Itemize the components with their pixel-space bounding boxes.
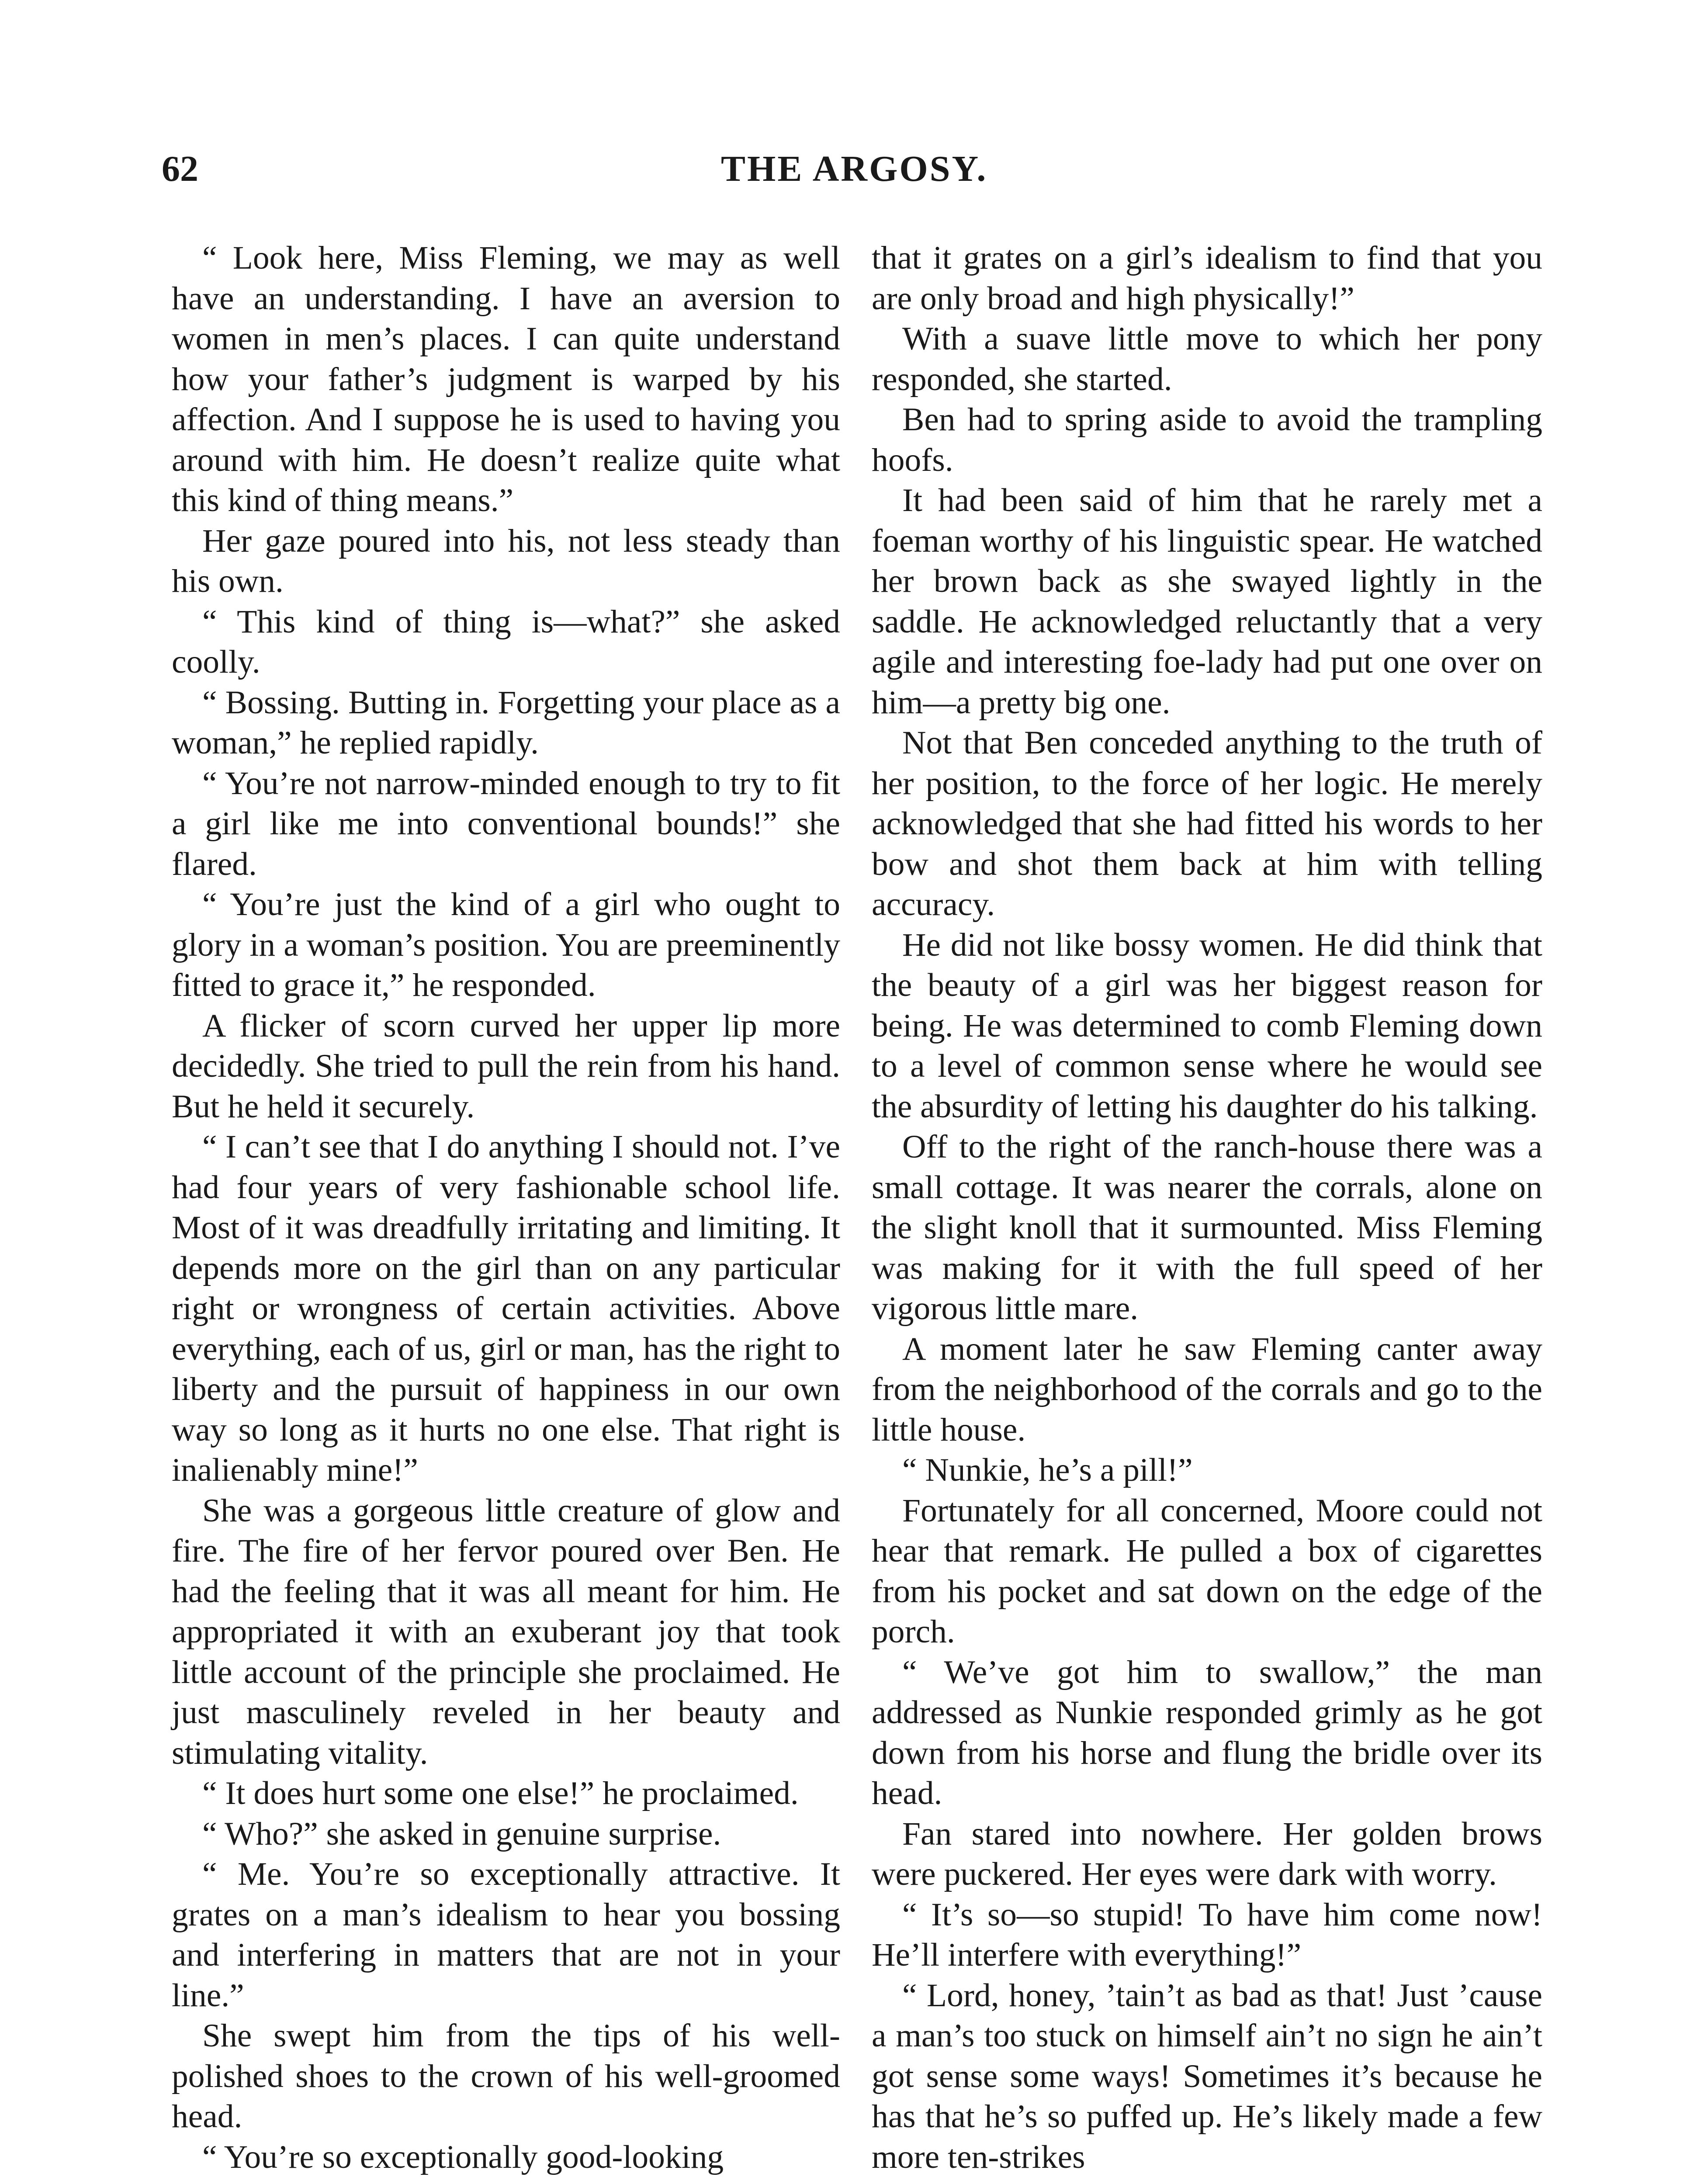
paragraph: “ Look here, Miss Fleming, we may as well have an understanding. I have an aversion to women in men’s places. I can quite understand how your father’s judgment is warped by his affection. And I suppose he is used to having you around with him. He doesn’t realize quite what this kind of thing means.” (172, 240, 840, 518)
paragraph: “ Who?” she asked in genuine surprise. (202, 1815, 721, 1852)
paragraph: Ben had to spring aside to avoid the trampling hoofs. (872, 401, 1542, 478)
paragraph: With a suave little move to which her pony responded, she started. (872, 321, 1542, 397)
paragraph: Her gaze poured into his, not less steady than his own. (172, 522, 840, 599)
paragraph: “ This kind of thing is—what?” she asked coolly. (172, 603, 840, 680)
paragraph: A moment later he saw Fleming canter away from the neighborhood of the corrals and go to the little house. (872, 1330, 1542, 1448)
right-column (872, 238, 1542, 2177)
paragraph: “ Nunkie, he’s a pill!” (902, 1452, 1193, 1488)
paragraph: “ You’re just the kind of a girl who ought to glory in a woman’s position. You are preeminently fitted to grace it,” he responded. (172, 886, 840, 1003)
paragraph: A flicker of scorn curved her upper lip more decidedly. She tried to pull the rein from his hand. But he held it securely. (172, 1007, 840, 1125)
paragraph: “ You’re so exceptionally good-looking (202, 2139, 724, 2175)
paragraph: “ You’re not narrow-minded enough to try to fit a girl like me into conventional bounds!” she flared. (172, 765, 840, 882)
paragraph: Not that Ben conceded anything to the truth of her position, to the force of her logic. He merely acknowledged that she had fitted his words to her bow and shot them back at him with telling accuracy. (872, 725, 1542, 923)
running-head-title: THE ARGOSY. (721, 149, 988, 189)
paragraph: “ It does hurt some one else!” he proclaimed. (202, 1775, 799, 1811)
paragraph: “ Bossing. Butting in. Forgetting your place as a woman,” he replied rapidly. (172, 684, 840, 761)
paragraph: Fan stared into nowhere. Her golden brows were puckered. Her eyes were dark with worry. (872, 1815, 1542, 1892)
paragraph: Fortunately for all concerned, Moore could not hear that remark. He pulled a box of cigarettes from his pocket and sat down on the edge of the porch. (872, 1492, 1542, 1650)
paragraph: Off to the right of the ranch-house there was a small cottage. It was nearer the corrals, alone on the slight knoll that it surmounted. Miss Fleming was making for it with the full speed of her vigorous little mare. (872, 1129, 1542, 1327)
paragraph: “ Me. You’re so exceptionally attractive. It grates on a man’s idealism to hear you bossing and interfering in matters that are not in your line.” (172, 1856, 840, 2014)
left-column (172, 238, 840, 2177)
paragraph: She was a gorgeous little creature of glow and fire. The fire of her fervor poured over Ben. He had the feeling that it was all meant for him. He appropriated it with an exuberant joy that took little account of the principle she proclaimed. He just masculinely reveled in her beauty and stimulating vitality. (172, 1492, 840, 1771)
paragraph: “ Lord, honey, ’tain’t as bad as that! Just ’cause a man’s too stuck on himself ain’t no sign he ain’t got sense some ways! Sometimes it’s because he has that he’s so puffed up. He’s likely made a few more ten-strikes (872, 1977, 1542, 2175)
page-number: 62 (162, 149, 198, 189)
paragraph: that it grates on a girl’s idealism to find that you are only broad and high physically!” (872, 240, 1542, 317)
paragraph: It had been said of him that he rarely met a foeman worthy of his linguistic spear. He watched her brown back as she swayed lightly in the saddle. He acknowledged reluctantly that a very agile and interesting foe-lady had put one over on him—a pretty big one. (872, 482, 1542, 721)
paragraph: “ I can’t see that I do anything I should not. I’ve had four years of very fashionable school life. Most of it was dreadfully irritating and limiting. It depends more on the girl than on any particular right or wrongness of certain activities. Above everything, each of us, girl or man, has the right to liberty and the pursuit of happiness in our own way so long as it hurts no one else. That right is inalienably mine!” (172, 1129, 840, 1488)
paragraph: She swept him from the tips of his well-polished shoes to the crown of his well-groomed head. (172, 2018, 840, 2135)
paragraph: “ It’s so—so stupid! To have him come now! He’ll interfere with everything!” (872, 1896, 1542, 1973)
paragraph: “ We’ve got him to swallow,” the man addressed as Nunkie responded grimly as he got down from his horse and flung the bridle over its head. (872, 1654, 1542, 1811)
paragraph: He did not like bossy women. He did think that the beauty of a girl was her biggest reason for being. He was determined to comb Fleming down to a level of common sense where he would see the absurdity of letting his daughter do his talking. (872, 926, 1542, 1125)
